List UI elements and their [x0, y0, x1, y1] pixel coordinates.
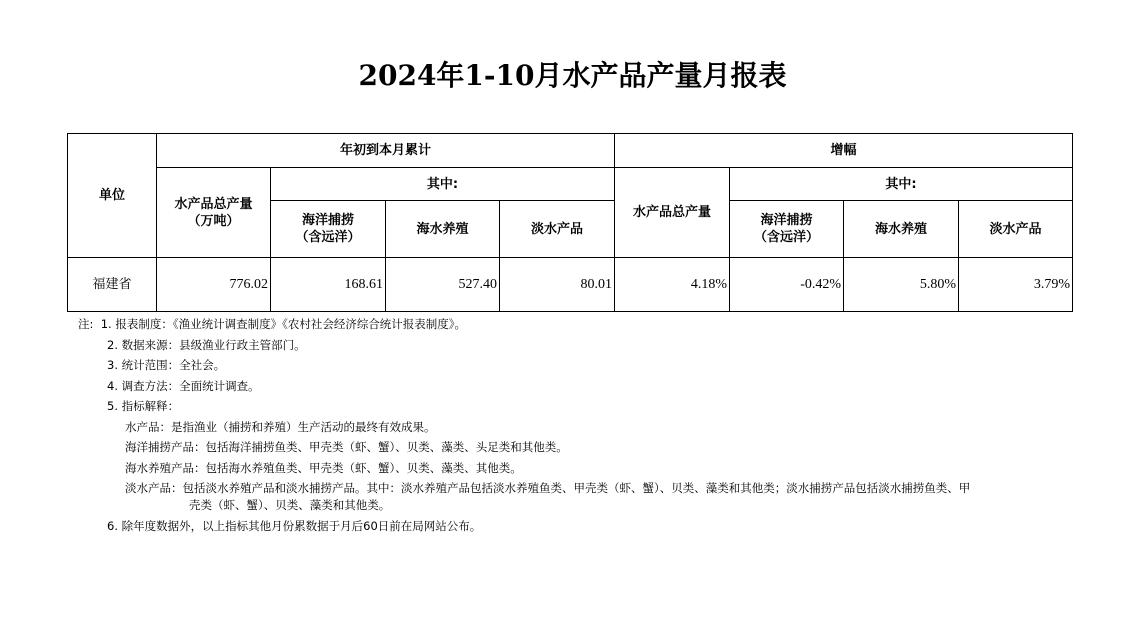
marine-fishing-value: 168.61 — [271, 258, 386, 312]
definition-freshwater — [78, 480, 1078, 514]
note-3: 3. 统计范围：全社会。 — [107, 358, 226, 372]
cumulative-group-header: 年初到本月累计 — [157, 134, 615, 168]
growth-marine-fishing-label: 海洋捕捞 — [760, 213, 813, 228]
marine-fishing-label: 海洋捕捞 — [301, 213, 354, 228]
total-output-header — [157, 168, 271, 258]
header-row-1 — [68, 134, 1073, 168]
table-row — [68, 258, 1073, 312]
total-value: 776.02 — [157, 258, 271, 312]
note-6: 6. 除年度数据外，以上指标其他月份累数据于月后60日前在局网站公布。 — [107, 519, 482, 533]
marine-fishing-sub: （含远洋） — [295, 230, 361, 245]
definition-freshwater-line2: 壳类（虾、蟹）、贝类、藻类和其他类。 — [189, 498, 391, 512]
marine-fishing-header — [271, 201, 386, 258]
definition-aquatic: 水产品：是指渔业（捕捞和养殖）生产活动的最终有效成果。 — [125, 419, 436, 434]
growth-mariculture-header: 海水养殖 — [844, 201, 959, 258]
unit-header: 单位 — [68, 134, 157, 258]
notes-prefix: 注: — [78, 317, 94, 331]
note-1 — [78, 314, 1078, 335]
total-output-unit: （万吨） — [187, 213, 240, 229]
mariculture-header: 海水养殖 — [386, 201, 500, 258]
growth-marine-fishing-sub: （含远洋） — [754, 230, 820, 245]
production-table — [67, 133, 1073, 312]
definition-mariculture: 海水养殖产品：包括海水养殖鱼类、甲壳类（虾、蟹）、贝类、藻类、其他类。 — [125, 460, 522, 475]
freshwater-header: 淡水产品 — [500, 201, 615, 258]
growth-marine-fishing-value: -0.42% — [730, 258, 844, 312]
growth-marine-fishing-header — [730, 201, 844, 258]
growth-freshwater-value: 3.79% — [959, 258, 1073, 312]
growth-of-which-header: 其中: — [730, 168, 1073, 201]
of-which-header: 其中: — [271, 168, 615, 201]
freshwater-value: 80.01 — [500, 258, 615, 312]
growth-total-header: 水产品总产量 — [615, 168, 730, 258]
growth-group-header: 增幅 — [615, 134, 1073, 168]
notes-section — [78, 314, 1078, 537]
definition-freshwater-line1: 淡水产品：包括淡水养殖产品和淡水捕捞产品。其中：淡水养殖产品包括淡水养殖鱼类、甲壳类（虾、蟹）、贝类、藻类和其他类；淡水捕捞产品包括淡水捕捞鱼类、甲 — [125, 481, 971, 495]
mariculture-value: 527.40 — [386, 258, 500, 312]
page-title: 2024年1-10月水产品产量月报表 — [358, 59, 787, 92]
note-4: 4. 调查方法：全面统计调查。 — [107, 378, 260, 393]
growth-total-value: 4.18% — [615, 258, 730, 312]
note-1-text: 1. 报表制度：《渔业统计调查制度》《农村社会经济综合统计报表制度》。 — [100, 317, 467, 331]
definition-marine-fishing: 海洋捕捞产品：包括海洋捕捞鱼类、甲壳类（虾、蟹）、贝类、藻类、头足类和其他类。 — [125, 440, 568, 454]
total-output-label: 水产品总产量 — [174, 196, 253, 212]
growth-freshwater-header: 淡水产品 — [959, 201, 1073, 258]
header-row-2 — [68, 168, 1073, 201]
region-cell: 福建省 — [68, 258, 157, 312]
note-5: 5. 指标解释： — [107, 399, 180, 413]
note-2: 2. 数据来源：县级渔业行政主管部门。 — [107, 337, 306, 352]
growth-mariculture-value: 5.80% — [844, 258, 959, 312]
